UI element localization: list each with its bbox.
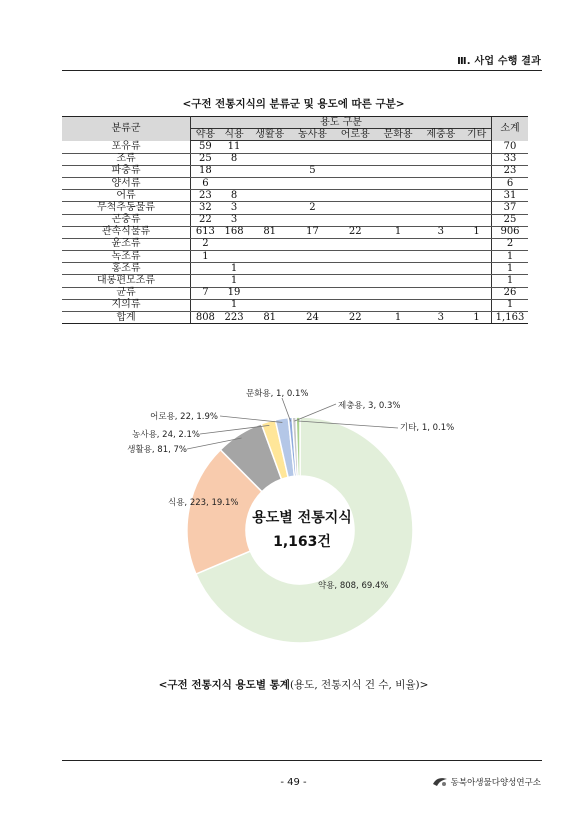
cell-value bbox=[334, 263, 377, 275]
cell-value bbox=[248, 165, 291, 177]
table-row bbox=[62, 177, 528, 189]
row-category: 곤충류 bbox=[62, 214, 191, 226]
cell-value: 17 bbox=[291, 226, 334, 238]
cell-value bbox=[377, 177, 420, 189]
row-subtotal: 1 bbox=[492, 299, 529, 311]
leader-line-4 bbox=[220, 416, 282, 422]
cell-value: 59 bbox=[191, 141, 220, 153]
cell-value bbox=[419, 238, 462, 250]
cell-value bbox=[419, 202, 462, 214]
row-subtotal: 26 bbox=[492, 287, 529, 299]
row-category: 무척추동물류 bbox=[62, 202, 191, 214]
col-use-0: 약용 bbox=[191, 129, 220, 141]
row-category: 관속식물류 bbox=[62, 226, 191, 238]
cell-value: 24 bbox=[291, 312, 334, 324]
cell-value bbox=[462, 177, 491, 189]
row-category: 어류 bbox=[62, 190, 191, 202]
cell-value bbox=[377, 165, 420, 177]
col-group: 용도 구분 bbox=[191, 117, 492, 129]
cell-value bbox=[377, 141, 420, 153]
cell-value bbox=[248, 275, 291, 287]
cell-value bbox=[248, 141, 291, 153]
cell-value: 2 bbox=[291, 202, 334, 214]
cell-value bbox=[377, 299, 420, 311]
row-category: 대롱편모조류 bbox=[62, 275, 191, 287]
footer-rule bbox=[62, 760, 542, 761]
cell-value: 5 bbox=[291, 165, 334, 177]
cell-value: 3 bbox=[419, 312, 462, 324]
row-category: 파충류 bbox=[62, 165, 191, 177]
cell-value bbox=[377, 287, 420, 299]
row-category: 합계 bbox=[62, 312, 191, 324]
slice-label-0: 약용, 808, 69.4% bbox=[318, 581, 389, 591]
chart-caption-bold: <구전 전통지식 용도별 통계 bbox=[158, 679, 290, 691]
cell-value bbox=[419, 153, 462, 165]
row-subtotal: 23 bbox=[492, 165, 529, 177]
cell-value bbox=[291, 177, 334, 189]
table-row bbox=[62, 263, 528, 275]
row-subtotal: 37 bbox=[492, 202, 529, 214]
row-category: 윤조류 bbox=[62, 238, 191, 250]
col-use-5: 문화용 bbox=[377, 129, 420, 141]
row-subtotal: 1,163 bbox=[492, 312, 529, 324]
table-row bbox=[62, 238, 528, 250]
cell-value bbox=[462, 299, 491, 311]
table-row bbox=[62, 190, 528, 202]
cell-value bbox=[291, 287, 334, 299]
cell-value bbox=[334, 190, 377, 202]
cell-value bbox=[220, 165, 249, 177]
cell-value bbox=[377, 202, 420, 214]
row-category: 지의류 bbox=[62, 299, 191, 311]
row-category: 균류 bbox=[62, 287, 191, 299]
cell-value: 22 bbox=[191, 214, 220, 226]
cell-value bbox=[419, 263, 462, 275]
cell-value bbox=[462, 275, 491, 287]
cell-value bbox=[419, 214, 462, 226]
cell-value: 32 bbox=[191, 202, 220, 214]
cell-value: 1 bbox=[377, 312, 420, 324]
donut-chart bbox=[0, 380, 587, 670]
row-subtotal: 6 bbox=[492, 177, 529, 189]
cell-value: 81 bbox=[248, 312, 291, 324]
page-number: - 49 - bbox=[280, 777, 307, 788]
cell-value bbox=[248, 299, 291, 311]
cell-value: 2 bbox=[191, 238, 220, 250]
table-row bbox=[62, 275, 528, 287]
cell-value: 1 bbox=[462, 312, 491, 324]
cell-value bbox=[419, 275, 462, 287]
row-category: 포유류 bbox=[62, 141, 191, 153]
col-use-7: 기타 bbox=[462, 129, 491, 141]
row-category: 홍조류 bbox=[62, 263, 191, 275]
cell-value: 6 bbox=[191, 177, 220, 189]
cell-value bbox=[334, 251, 377, 263]
section-header: Ⅲ. 사업 수행 결과 bbox=[457, 56, 541, 67]
cell-value: 1 bbox=[191, 251, 220, 263]
slice-label-5: 문화용, 1, 0.1% bbox=[246, 389, 309, 399]
table-caption: <구전 전통지식의 분류군 및 용도에 따른 구분> bbox=[182, 98, 405, 110]
cell-value bbox=[291, 263, 334, 275]
cell-value: 1 bbox=[220, 275, 249, 287]
row-subtotal: 906 bbox=[492, 226, 529, 238]
cell-value bbox=[377, 190, 420, 202]
cell-value bbox=[291, 299, 334, 311]
cell-value bbox=[248, 177, 291, 189]
cell-value: 613 bbox=[191, 226, 220, 238]
cell-value bbox=[248, 190, 291, 202]
cell-value bbox=[248, 153, 291, 165]
table-row bbox=[62, 299, 528, 311]
cell-value bbox=[334, 202, 377, 214]
row-subtotal: 33 bbox=[492, 153, 529, 165]
cell-value: 1 bbox=[462, 226, 491, 238]
slice-label-1: 식용, 223, 19.1% bbox=[168, 498, 239, 508]
row-subtotal: 2 bbox=[492, 238, 529, 250]
center-title: 용도별 전통지식 bbox=[252, 510, 352, 526]
table-row bbox=[62, 226, 528, 238]
cell-value: 81 bbox=[248, 226, 291, 238]
cell-value bbox=[291, 153, 334, 165]
cell-value bbox=[291, 214, 334, 226]
row-subtotal: 70 bbox=[492, 141, 529, 153]
row-subtotal: 1 bbox=[492, 251, 529, 263]
cell-value bbox=[334, 299, 377, 311]
cell-value bbox=[462, 190, 491, 202]
row-subtotal: 1 bbox=[492, 275, 529, 287]
cell-value bbox=[191, 275, 220, 287]
table-row bbox=[62, 165, 528, 177]
cell-value bbox=[334, 177, 377, 189]
cell-value bbox=[419, 141, 462, 153]
cell-value bbox=[248, 214, 291, 226]
cell-value: 25 bbox=[191, 153, 220, 165]
cell-value bbox=[334, 165, 377, 177]
cell-value bbox=[377, 238, 420, 250]
chart-caption-rest: (용도, 전통지식 건 수, 비율)> bbox=[289, 679, 429, 691]
cell-value: 23 bbox=[191, 190, 220, 202]
cell-value: 22 bbox=[334, 226, 377, 238]
cell-value: 22 bbox=[334, 312, 377, 324]
cell-value bbox=[220, 238, 249, 250]
cell-value bbox=[377, 251, 420, 263]
cell-value bbox=[462, 202, 491, 214]
center-value: 1,163건 bbox=[273, 534, 331, 550]
slice-label-3: 농사용, 24, 2.1% bbox=[132, 430, 200, 440]
cell-value: 1 bbox=[220, 263, 249, 275]
cell-value bbox=[191, 263, 220, 275]
col-use-2: 생활용 bbox=[248, 129, 291, 141]
row-subtotal: 1 bbox=[492, 263, 529, 275]
col-use-6: 제충용 bbox=[419, 129, 462, 141]
col-category: 분류군 bbox=[62, 117, 191, 141]
col-use-4: 어로용 bbox=[334, 129, 377, 141]
cell-value bbox=[191, 299, 220, 311]
cell-value bbox=[419, 190, 462, 202]
cell-value bbox=[462, 263, 491, 275]
cell-value bbox=[334, 141, 377, 153]
cell-value: 8 bbox=[220, 153, 249, 165]
cell-value bbox=[291, 251, 334, 263]
cell-value bbox=[419, 299, 462, 311]
cell-value bbox=[291, 238, 334, 250]
table-row bbox=[62, 251, 528, 263]
cell-value bbox=[419, 177, 462, 189]
cell-value bbox=[291, 141, 334, 153]
row-subtotal: 25 bbox=[492, 214, 529, 226]
chart-caption bbox=[0, 677, 587, 692]
cell-value: 3 bbox=[419, 226, 462, 238]
cell-value bbox=[334, 238, 377, 250]
cell-value bbox=[291, 275, 334, 287]
cell-value bbox=[462, 238, 491, 250]
row-category: 조류 bbox=[62, 153, 191, 165]
table-row bbox=[62, 214, 528, 226]
cell-value: 3 bbox=[220, 214, 249, 226]
cell-value bbox=[334, 153, 377, 165]
table-total-row bbox=[62, 312, 528, 324]
cell-value: 808 bbox=[191, 312, 220, 324]
cell-value bbox=[248, 202, 291, 214]
cell-value bbox=[334, 275, 377, 287]
cell-value bbox=[462, 165, 491, 177]
org-name bbox=[432, 776, 541, 788]
cell-value bbox=[419, 165, 462, 177]
cell-value bbox=[462, 141, 491, 153]
cell-value bbox=[462, 287, 491, 299]
cell-value bbox=[334, 287, 377, 299]
header-rule bbox=[62, 70, 542, 71]
cell-value bbox=[334, 214, 377, 226]
row-subtotal: 31 bbox=[492, 190, 529, 202]
cell-value: 1 bbox=[220, 299, 249, 311]
cell-value: 3 bbox=[220, 202, 249, 214]
cell-value bbox=[377, 153, 420, 165]
donut-svg bbox=[0, 380, 587, 670]
cell-value bbox=[291, 190, 334, 202]
table-row bbox=[62, 141, 528, 153]
row-category: 양서류 bbox=[62, 177, 191, 189]
cell-value bbox=[248, 251, 291, 263]
slice-label-4: 어로용, 22, 1.9% bbox=[150, 412, 218, 422]
slice-label-2: 생활용, 81, 7% bbox=[127, 445, 187, 455]
cell-value bbox=[248, 263, 291, 275]
cell-value bbox=[220, 251, 249, 263]
cell-value: 11 bbox=[220, 141, 249, 153]
cell-value: 7 bbox=[191, 287, 220, 299]
cell-value bbox=[462, 153, 491, 165]
cell-value bbox=[220, 177, 249, 189]
row-category: 녹조류 bbox=[62, 251, 191, 263]
cell-value: 18 bbox=[191, 165, 220, 177]
slice-label-7: 기타, 1, 0.1% bbox=[400, 423, 455, 433]
cell-value bbox=[419, 251, 462, 263]
cell-value bbox=[419, 287, 462, 299]
table-row bbox=[62, 287, 528, 299]
cell-value: 8 bbox=[220, 190, 249, 202]
col-subtotal: 소계 bbox=[492, 117, 529, 141]
cell-value bbox=[462, 214, 491, 226]
cell-value: 223 bbox=[220, 312, 249, 324]
cell-value: 1 bbox=[377, 226, 420, 238]
cell-value bbox=[377, 275, 420, 287]
table-head bbox=[62, 117, 528, 141]
col-use-3: 농사용 bbox=[291, 129, 334, 141]
usage-table bbox=[62, 116, 528, 324]
cell-value: 19 bbox=[220, 287, 249, 299]
table-body bbox=[62, 141, 528, 324]
cell-value bbox=[248, 238, 291, 250]
table-row bbox=[62, 153, 528, 165]
org-label: 동북아생물다양성연구소 bbox=[450, 778, 541, 788]
cell-value: 168 bbox=[220, 226, 249, 238]
org-logo-icon bbox=[432, 776, 448, 788]
cell-value bbox=[248, 287, 291, 299]
cell-value bbox=[377, 263, 420, 275]
table-row bbox=[62, 202, 528, 214]
col-use-1: 식용 bbox=[220, 129, 249, 141]
cell-value bbox=[462, 251, 491, 263]
slice-label-6: 제충용, 3, 0.3% bbox=[338, 401, 401, 411]
cell-value bbox=[377, 214, 420, 226]
